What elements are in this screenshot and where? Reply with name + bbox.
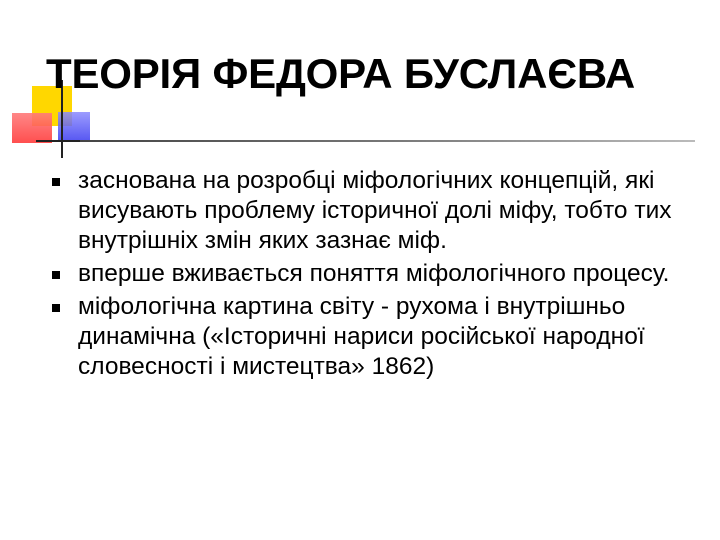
bullet-item: [50, 259, 690, 289]
bullet-item: [50, 292, 690, 382]
square-bullet-icon: [52, 271, 60, 279]
square-bullet-icon: [52, 304, 60, 312]
bullet-item: [50, 166, 690, 256]
bullet-text: вперше вживається поняття міфологічного процесу.: [78, 260, 670, 287]
slide-title: ТЕОРІЯ ФЕДОРА БУСЛАЄВА: [46, 50, 636, 97]
square-bullet-icon: [52, 178, 60, 186]
bullet-text: заснована на розробці міфологічних концепцій, які висувають проблему історичної долі міфу, тобто тих внутрішніх змін яких зазнає міф.: [78, 167, 672, 254]
bullet-list: [50, 166, 690, 385]
title-underline: [80, 140, 695, 142]
bullet-text: міфологічна картина світу - рухома і внутрішньо динамічна («Історичні нариси російської народної словесності і мистецтва» 1862): [78, 293, 645, 380]
decorative-red-square: [12, 113, 52, 143]
